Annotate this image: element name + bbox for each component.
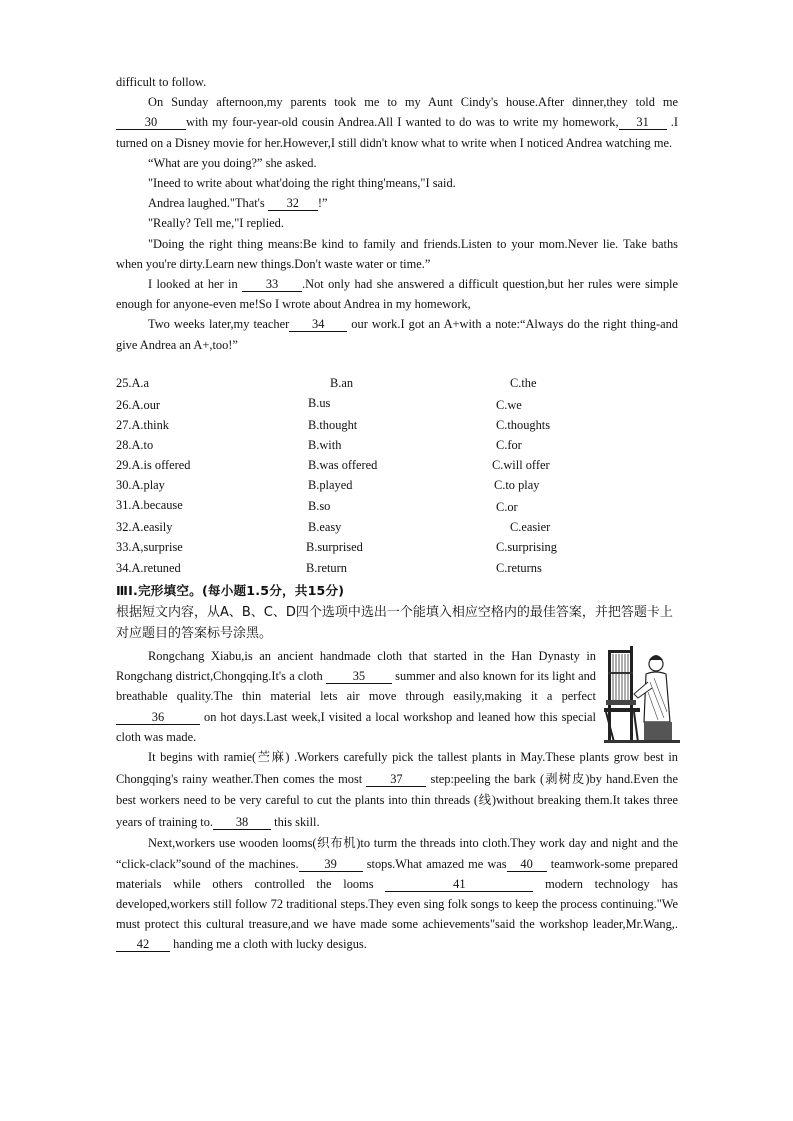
text-run: Rongchang Xiabu,is an ancient handmade cloth that started in the Han Dynasty in Rongchang district,Chongqing.It's a cloth xyxy=(116,649,596,684)
text-run: On Sunday afternoon,my parents took me to my Aunt Cindy's house.After dinner,they told me xyxy=(148,95,678,110)
option-b: B.an xyxy=(330,376,354,390)
section-heading: ⅢI.完形填空。(每小题1.5分，共15分) xyxy=(116,583,345,598)
text-run: step:peeling the bark (剥树皮)by hand.Even the best workers need to be very careful to cut the plants into thin threads (线)without breaking them.It takes three years of training to. xyxy=(116,771,678,829)
blank-41: 41 xyxy=(385,877,533,892)
blank-42: 42 xyxy=(116,937,170,952)
option-a: 31.A.because xyxy=(116,498,183,512)
paragraph xyxy=(116,274,678,314)
option-c: C.to play xyxy=(494,478,540,492)
text-run: .Not only had she answered a difficult question,but her rules were simple enough for anyone-even me!So I wrote about Andrea in my homework, xyxy=(116,277,678,312)
paragraph xyxy=(116,833,678,954)
option-c: C.easier xyxy=(510,520,551,534)
option-c: C.will offer xyxy=(492,458,550,472)
option-a: 34.A.retuned xyxy=(116,561,181,575)
paragraph: “What are you doing?” she asked. xyxy=(148,155,317,170)
option-b: B.us xyxy=(308,396,331,410)
option-c: C.the xyxy=(510,376,537,390)
option-c: C.surprising xyxy=(496,540,557,554)
paragraph: "Really? Tell me,"I replied. xyxy=(148,216,284,231)
option-b: B.easy xyxy=(308,520,342,534)
option-a: 28.A.to xyxy=(116,438,154,452)
passage-one xyxy=(116,72,678,355)
paragraph xyxy=(116,747,678,833)
blank-37: 37 xyxy=(366,772,426,787)
text-run: Two weeks later,my teacher xyxy=(148,317,290,332)
text-run: with my four-year-old cousin Andrea.All I wanted to do was to write my homework, xyxy=(186,115,619,130)
blank-39: 39 xyxy=(299,857,363,872)
blank-34: 34 xyxy=(289,317,347,332)
text-run: Next,workers use wooden looms(织布机)to turm the threads into cloth.They work day and night and the “click-clack”sound of the machines. xyxy=(116,836,678,871)
text-run: our work.I got an A+with a note:“Always do the right thing-and give Andrea an A+,too!” xyxy=(116,317,678,352)
passage-two xyxy=(116,646,678,955)
option-a: 27.A.think xyxy=(116,418,170,432)
text-run: this skill. xyxy=(274,814,320,829)
text-run: .I turned on a Disney movie for her.However,I still didn't know what to write when I noticed Andrea watching me. xyxy=(116,115,678,150)
option-a: 30.A.play xyxy=(116,478,165,492)
text-run: handing me a cloth with lucky desigus. xyxy=(173,937,367,952)
option-b: B.return xyxy=(306,561,347,575)
text-run: Andrea laughed."That's xyxy=(148,196,265,211)
text-run: modern technology has developed,workers still follow 72 traditional steps.They even sing folk songs to keep the process continuing."We must protect this cultural treasure,and we have made some achievements"said the workshop leader,Mr.Wang,. xyxy=(116,876,678,932)
option-b: B.surprised xyxy=(306,540,363,554)
paragraph xyxy=(116,92,678,153)
blank-32: 32 xyxy=(268,196,318,211)
paragraph: "Ineed to write about what'doing the right thing'means,"I said. xyxy=(148,176,456,191)
text-run: !” xyxy=(317,196,328,211)
text-run: I looked at her in xyxy=(148,277,238,292)
text-run: summer and also known for its light and breathable quality.The thin material lets air move through easily,making it a perfect xyxy=(116,669,597,704)
option-b: B.thought xyxy=(308,418,358,432)
option-a: 29.A.is offered xyxy=(116,458,191,472)
option-a: 33.A,surprise xyxy=(116,540,183,554)
blank-31: 31 xyxy=(619,115,667,130)
paragraph: "Doing the right thing means:Be kind to family and friends.Listen to your mom.Never lie. Take baths when you're dirty.Learn new things.Don't waste water or time.” xyxy=(116,236,678,271)
option-a: 26.A.our xyxy=(116,398,161,412)
section-instruction: 根据短文内容，从A、B、C、D四个选项中选出一个能填入相应空格内的最佳答案，并把答题卡上对应题目的答案标号涂黑。 xyxy=(116,605,673,641)
option-b: B.played xyxy=(308,478,353,492)
blank-40: 40 xyxy=(507,857,547,872)
option-a: 25.A.a xyxy=(116,376,150,390)
option-a: 32.A.easily xyxy=(116,520,173,534)
paragraph xyxy=(116,314,678,354)
blank-36: 36 xyxy=(116,710,200,725)
blank-38: 38 xyxy=(213,815,271,830)
text-run: on hot days.Last week,I visited a local workshop and leaned how this special cloth was made. xyxy=(116,709,596,744)
option-c: C.thoughts xyxy=(496,418,551,432)
option-b: B.was offered xyxy=(308,458,378,472)
text-run: teamwork-some prepared materials while others controlled the looms xyxy=(116,856,678,891)
option-c: C.we xyxy=(496,398,522,412)
blank-30: 30 xyxy=(116,115,186,130)
paragraph xyxy=(116,646,596,747)
option-c: C.or xyxy=(496,500,518,514)
blank-35: 35 xyxy=(326,669,392,684)
text-run: It begins with ramie(苎麻) .Workers carefully pick the tallest plants in May.These plants grow best in Chongqing's rainy weather.Then comes the most xyxy=(116,750,678,786)
text-run: stops.What amazed me was xyxy=(366,856,507,871)
blank-33: 33 xyxy=(242,277,302,292)
option-c: C.for xyxy=(496,438,522,452)
option-b: B.with xyxy=(308,438,342,452)
option-b: B.so xyxy=(308,499,331,513)
paragraph: difficult to follow. xyxy=(116,75,207,89)
option-c: C.returns xyxy=(496,561,542,575)
paragraph xyxy=(116,193,678,213)
